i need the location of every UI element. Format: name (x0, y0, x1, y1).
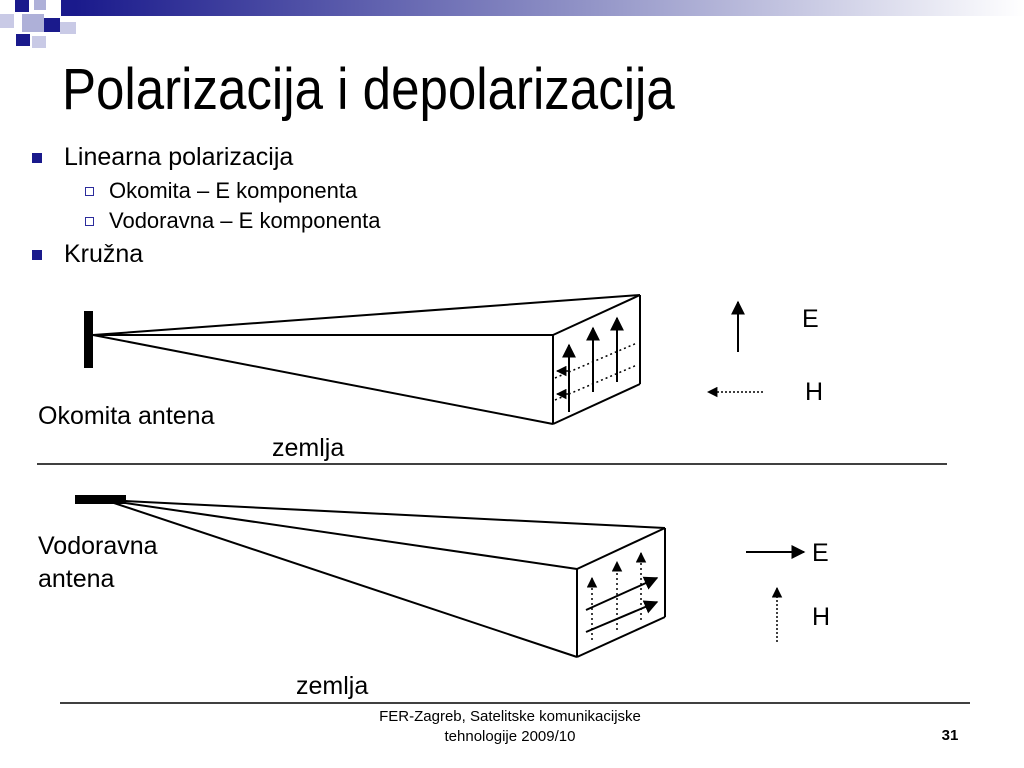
slide-title: Polarizacija i depolarizacija (62, 57, 675, 122)
top-e-label: E (802, 305, 819, 333)
footer (350, 707, 670, 747)
bottom-e-label: E (812, 539, 829, 567)
vertical-antenna-icon (84, 311, 93, 368)
footer-line-2: tehnologije 2009/10 (444, 728, 576, 745)
bottom-ground-label: zemlja (296, 672, 369, 700)
sub-bullet-text: Okomita – E komponenta (109, 178, 358, 203)
bottom-antenna-label-line2: antena (38, 565, 115, 593)
bullet-text: Linearna polarizacija (64, 143, 294, 171)
top-ground-label: zemlja (272, 434, 345, 462)
top-antenna-label: Okomita antena (38, 402, 215, 430)
bullet-text: Kružna (64, 240, 144, 268)
top-h-label: H (805, 378, 824, 406)
page-number: 31 (941, 727, 959, 744)
bottom-antenna-label-line1: Vodoravna (38, 532, 158, 560)
bottom-h-label: H (812, 603, 831, 631)
footer-line-1: FER-Zagreb, Satelitske komunikacijske (379, 708, 641, 725)
sub-bullet-text: Vodoravna – E komponenta (109, 208, 381, 233)
bottom-diagram (60, 495, 970, 703)
